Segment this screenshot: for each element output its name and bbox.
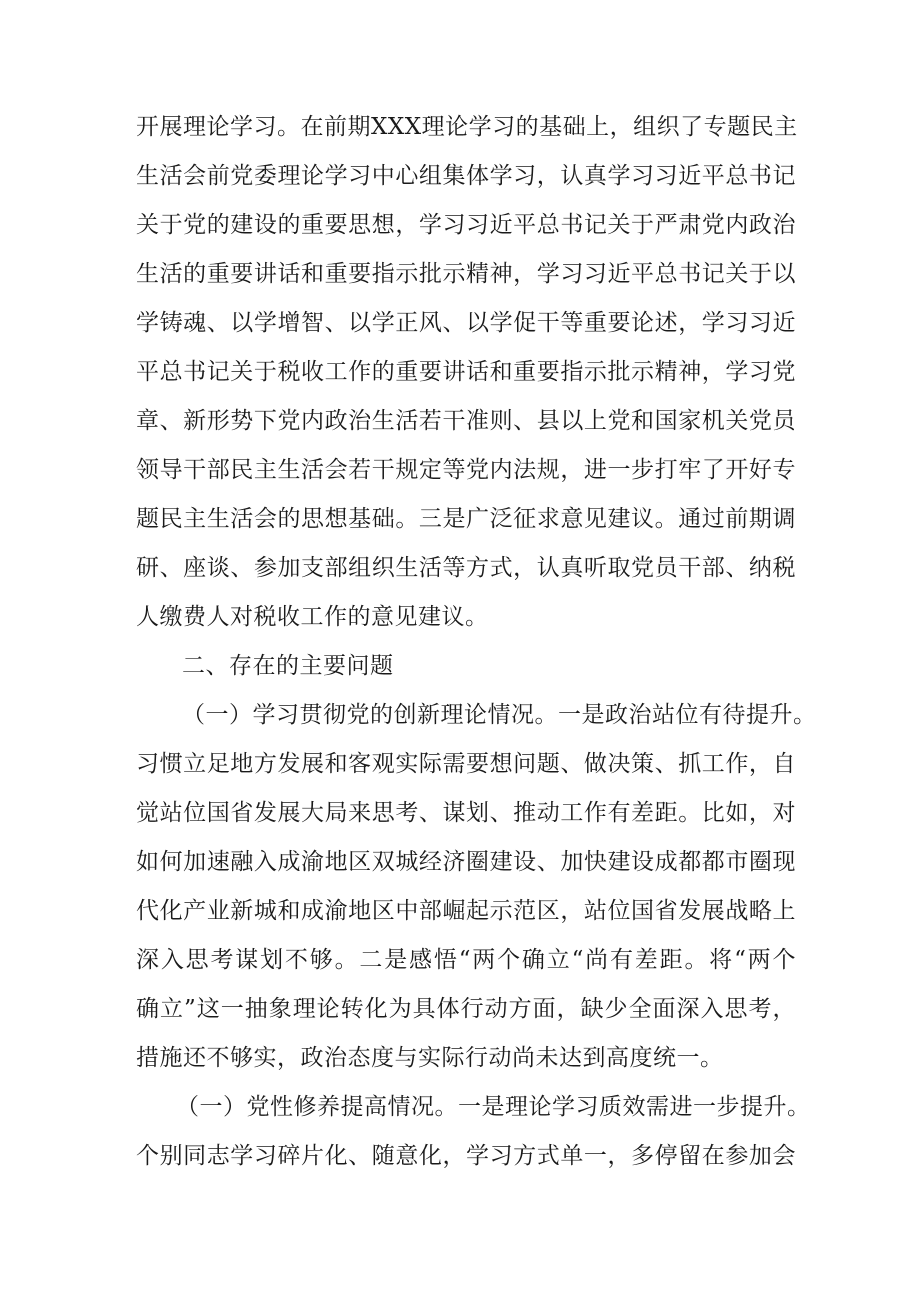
body-text-line: 觉站位国省发展大局来思考、谋划、推动工作有差距。比如，对 [136,800,796,826]
body-text-line: 代化产业新城和成渝地区中部崛起示范区，站位国省发展战略上 [136,898,796,924]
body-text-line: 生活会前党委理论学习中心组集体学习，认真学习习近平总书记 [136,163,796,189]
body-text-line: 领导干部民主生活会若干规定等党内法规，进一步打牢了开好专 [136,457,796,483]
body-text-line: 研、座谈、参加支部组织生活等方式，认真听取党员干部、纳税 [136,555,796,581]
body-text-line: 关于党的建设的重要思想，学习习近平总书记关于严肃党内政治 [136,212,796,238]
body-text-line: 平总书记关于税收工作的重要讲话和重要指示批示精神，学习党 [136,359,796,385]
body-text-line: 个别同志学习碎片化、随意化，学习方式单一，多停留在参加会 [136,1143,796,1169]
body-text-line: （一）学习贯彻党的创新理论情况。一是政治站位有待提升。 [182,702,817,728]
body-text-line: 题民主生活会的思想基础。三是广泛征求意见建议。通过前期调 [136,506,796,532]
body-text-line: 生活的重要讲话和重要指示批示精神，学习习近平总书记关于以 [136,261,796,287]
body-text-line: 学铸魂、以学增智、以学正风、以学促干等重要论述，学习习近 [136,310,796,336]
body-text-line: 深入思考谋划不够。二是感悟“两个确立“尚有差距。将“两个 [136,947,796,973]
body-text-line: 如何加速融入成渝地区双城经济圈建设、加快建设成都都市圈现 [136,849,796,875]
body-text-line: 开展理论学习。在前期XXX理论学习的基础上，组织了专题民主 [136,114,798,140]
body-text-line: （一）党性修养提高情况。一是理论学习质效需进一步提升。 [176,1094,811,1120]
body-text-line: 措施还不够实，政治态度与实际行动尚未达到高度统一。 [136,1045,724,1071]
section-heading: 二、存在的主要问题 [182,653,394,679]
body-text-line: 确立”这一抽象理论转化为具体行动方面，缺少全面深入思考， [136,996,796,1022]
body-text-line: 章、新形势下党内政治生活若干准则、县以上党和国家机关党员 [136,408,796,434]
body-text-line: 人缴费人对税收工作的意见建议。 [136,604,489,630]
body-text-line: 习惯立足地方发展和客观实际需要想问题、做决策、抓工作，自 [136,751,796,777]
